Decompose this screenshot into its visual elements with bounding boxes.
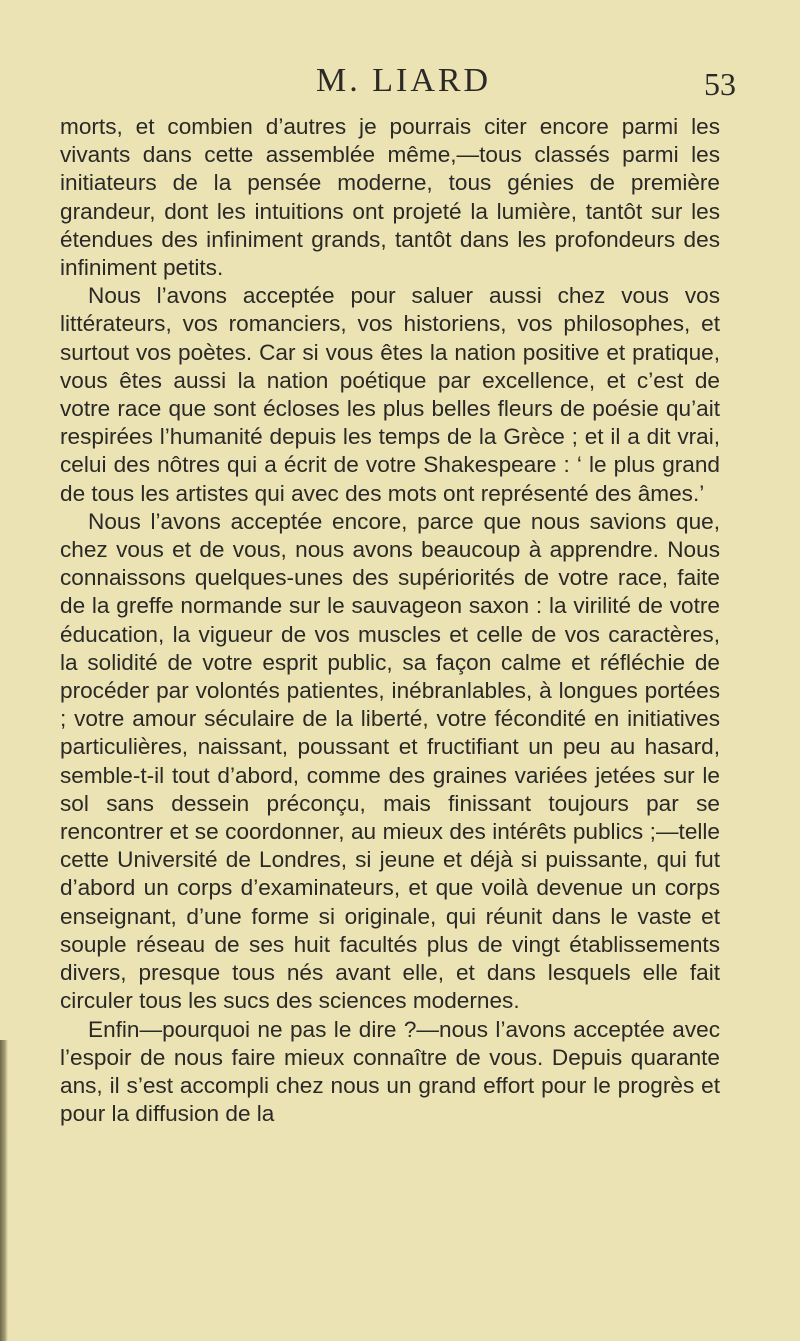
paragraph-continued: morts, et combien d’autres je pourrais citer encore parmi les vivants dans cette assemblée même,—tous classés parmi les initiateurs de la pensée moderne, tous génies de première grandeur, dont les intuitions ont projeté la lumière, tantôt sur les étendues des infiniment grands, tantôt dans les profondeurs des infiniment petits. [60,114,720,281]
paragraph: Nous l’avons acceptée encore, parce que nous savions que, chez vous et de vous, nous avons beaucoup à apprendre. Nous connaissons quelques-unes des supériorités de votre race, faite de la greffe normande sur le sauvageon saxon : la virilité de votre éducation, la vigueur de vos muscles et celle de vos caractères, la solidité de votre esprit public, sa façon calme et réfléchie de procéder par volontés patientes, inébranlables, à longues portées ; votre amour séculaire de la liberté, votre fécondité en initiatives particulières, naissant, poussant et fructifiant un peu au hasard, semble-t-il tout d’abord, comme des graines variées jetées sur le sol sans dessein préconçu, mais finissant toujours par se rencontrer et se coordonner, au mieux des intérêts publics ;—telle cette Université de Londres, si jeune et déjà si puissante, qui fut d’abord un corps d’examinateurs, et que voilà devenue un corps enseignant, d’une forme si originale, qui réunit dans le vaste et souple réseau de ses huit facultés plus de vingt établissements divers, presque tous nés avant elle, et dans lesquels elle fait circuler tous les sucs des sciences modernes. [60,508,720,1014]
page-header [60,40,760,100]
paragraph: Nous l’avons acceptée pour saluer aussi chez vous vos littérateurs, vos romanciers, vos historiens, vos philosophes, et surtout vos poètes. Car si vous êtes la nation positive et pratique, vous êtes aussi la nation poétique par excellence, et c’est de votre race que sont écloses les plus belles fleurs de poésie qu’ait respirées l’humanité depuis les temps de la Grèce ; et il a dit vrai, celui des nôtres qui a écrit de votre Shakespeare : ‘ le plus grand de tous les artistes qui avec des mots ont représenté des âmes.’ [60,283,720,506]
page-number: 53 [704,66,736,102]
paragraph: Enfin—pourquoi ne pas le dire ?—nous l’avons acceptée avec l’espoir de nous faire mieux connaître de vous. Depuis quarante ans, il s’est accompli chez nous un grand effort pour le progrès et pour la diffusion de la [60,1016,720,1127]
body-text [60,113,720,1128]
page-gutter-shadow [0,1040,8,1341]
running-head: M. LIARD [316,62,492,99]
